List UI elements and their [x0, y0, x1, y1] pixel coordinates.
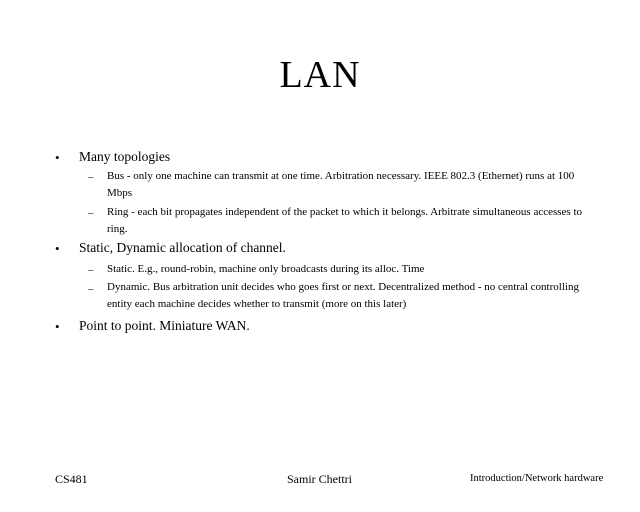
bullet-marker: •	[55, 150, 60, 165]
bullet-text: Many topologies	[79, 149, 171, 164]
sub-bullet-text: Bus - only one machine can transmit at one time. Arbitration necessary. IEEE 802.3 (Ethernet) runs at 100 Mbps	[107, 170, 575, 199]
footer-topic: Introduction/Network hardware	[470, 473, 604, 484]
footer-course: CS481	[55, 472, 88, 486]
sub-bullet-marker: –	[88, 283, 94, 295]
sub-bullet-marker: –	[88, 264, 94, 276]
sub-bullet-text: Static. E.g., round-robin, machine only broadcasts during its alloc. Time	[107, 263, 425, 275]
bullet-text: Static, Dynamic allocation of channel.	[79, 240, 286, 255]
bullet-text: Point to point. Miniature WAN.	[79, 318, 250, 333]
bullet-marker: •	[55, 319, 60, 334]
sub-bullet-marker: –	[88, 171, 94, 183]
sub-bullet-marker: –	[88, 207, 94, 219]
slide-title: LAN	[279, 54, 361, 96]
sub-bullet-text: Dynamic. Bus arbitration unit decides who goes first or next. Decentralized method - no central controlling entity each machine decides whether to transmit (more on this later)	[107, 281, 579, 310]
sub-bullet-text: Ring - each bit propagates independent of the packet to which it belongs. Arbitrate simultaneous accesses to ring.	[107, 206, 583, 235]
bullet-marker: •	[55, 241, 60, 256]
footer-author: Samir Chettri	[287, 472, 352, 486]
